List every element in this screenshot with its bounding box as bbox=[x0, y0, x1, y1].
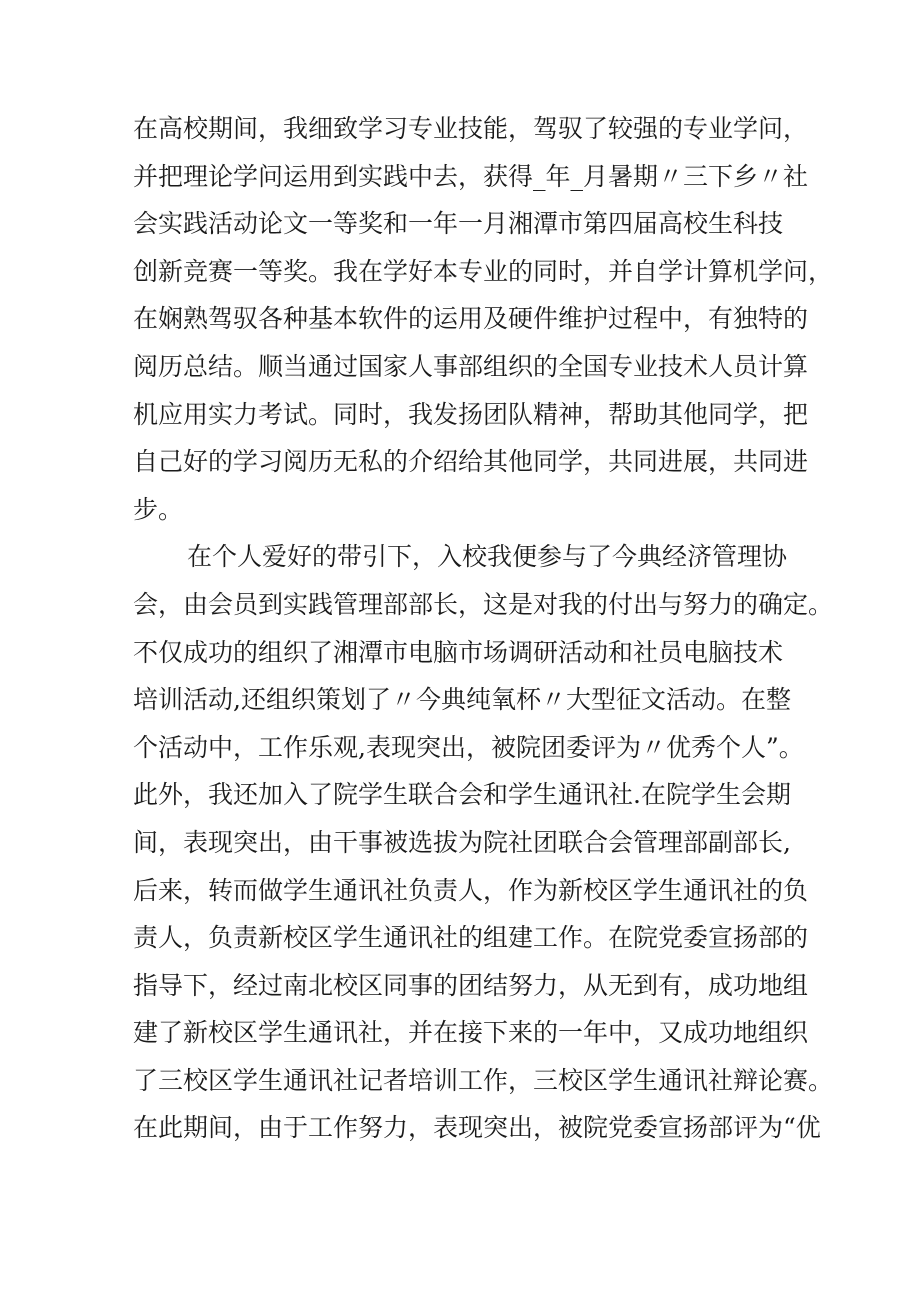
text-line: 个活动中，工作乐观,表现突出，被院团委评为〃优秀个人”。 bbox=[133, 732, 804, 762]
text-line: 后来，转而做学生通讯社负责人，作为新校区学生通讯社的负 bbox=[133, 875, 809, 905]
text-line: 会，由会员到实践管理部部长，这是对我的付出与努力的确定。 bbox=[133, 589, 834, 619]
text-line: 了三校区学生通讯社记者培训工作，三校区学生通讯社辩论赛。 bbox=[133, 1065, 834, 1095]
text-line: 指导下，经过南北校区同事的团结努力，从无到有，成功地组 bbox=[133, 970, 809, 1000]
text-line: 间，表现突出，由干事被选拔为院社团联合会管理部副部长, bbox=[133, 827, 791, 857]
text-line: 培训活动,还组织策划了〃今典纯氧杯〃大型征文活动。在整 bbox=[133, 685, 791, 715]
text-line: 责人，负责新校区学生通讯社的组建工作。在院党委宣扬部的 bbox=[133, 923, 809, 953]
text-line: 机应用实力考试。同时，我发扬团队精神，帮助其他同学，把 bbox=[133, 399, 809, 429]
paragraph-first-line: 在个人爱好的带引下，入校我便参与了今典经济管理协 bbox=[187, 542, 788, 572]
text-line: 在娴熟驾驭各种基本软件的运用及硬件维护过程中，有独特的 bbox=[133, 304, 809, 334]
text-line: 会实践活动论文一等奖和一年一月湘潭市第四届高校生科技 bbox=[133, 209, 784, 239]
text-line: 创新竞赛一等奖。我在学好本专业的同时，并自学计算机学问， bbox=[133, 256, 834, 286]
text-line: 不仅成功的组织了湘潭市电脑市场调研活动和社员电脑技术 bbox=[133, 637, 784, 667]
text-line: 并把理论学问运用到实践中去，获得_年_月暑期〃三下乡〃社 bbox=[133, 161, 809, 191]
text-line: 在此期间，由于工作努力，表现突出，被院党委宣扬部评为“优 bbox=[133, 1113, 821, 1143]
text-line: 此外，我还加入了院学生联合会和学生通讯社.在院学生会期 bbox=[133, 780, 791, 810]
text-line: 建了新校区学生通讯社，并在接下来的一年中，又成功地组织 bbox=[133, 1018, 809, 1048]
text-line: 阅历总结。顺当通过国家人事部组织的全国专业技术人员计算 bbox=[133, 351, 809, 381]
text-line: 在高校期间，我细致学习专业技能，驾驭了较强的专业学问， bbox=[133, 114, 809, 143]
body-text bbox=[133, 105, 834, 1152]
text-line: 步。 bbox=[133, 494, 184, 524]
text-line: 自己好的学习阅历无私的介绍给其他同学，共同进展，共同进 bbox=[133, 447, 809, 477]
